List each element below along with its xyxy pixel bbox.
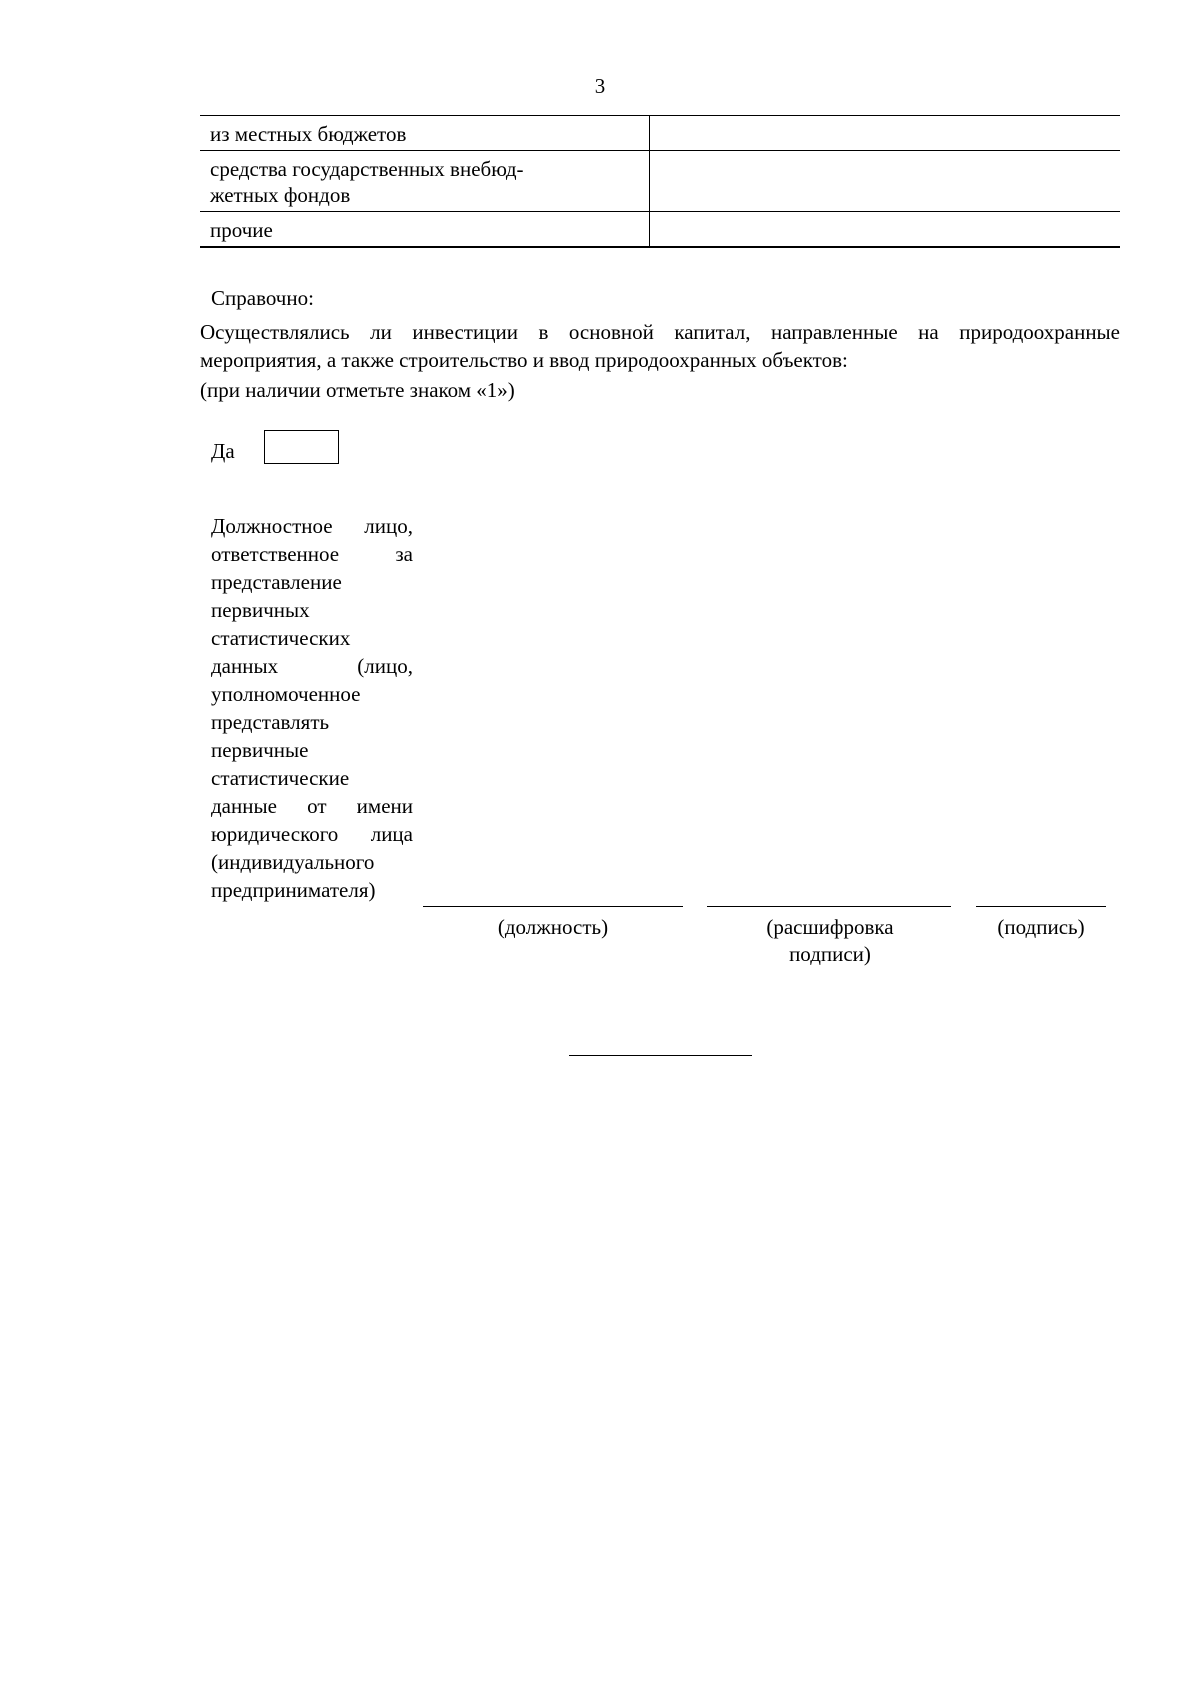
yes-checkbox[interactable] bbox=[264, 430, 339, 464]
table-row bbox=[200, 212, 1120, 248]
investment-question: Осуществлялись ли инвестиции в основной капитал, направленные на природоохранные мероприятия, а также строительство и ввод природоохранных объектов: bbox=[200, 320, 1120, 372]
row-value-extrabudgetary-funds[interactable] bbox=[650, 151, 1121, 212]
page-number: 3 bbox=[594, 74, 606, 98]
name-caption: (расшифровка подписи) bbox=[766, 915, 894, 966]
responsible-official-text: Должностное лицо, ответственное за представление первичных статистических данных (лицо, уполномоченное представлять первичные статистические данные от имени юридического лица (индивидуального предпринимателя) bbox=[211, 514, 413, 902]
funding-sources-table bbox=[200, 115, 1120, 248]
end-of-document-line bbox=[569, 1055, 752, 1056]
row-label-other: прочие bbox=[200, 212, 650, 248]
position-field-line[interactable] bbox=[423, 906, 683, 907]
yes-label: Да bbox=[211, 439, 235, 463]
row-label-extrabudgetary-funds: средства государственных внебюд- жетных фондов bbox=[200, 151, 650, 212]
name-field-line[interactable] bbox=[707, 906, 951, 907]
row-value-other[interactable] bbox=[650, 212, 1121, 248]
question-hint: (при наличии отметьте знаком «1») bbox=[200, 378, 515, 402]
position-caption: (должность) bbox=[497, 915, 609, 939]
responsible-official-label bbox=[211, 512, 413, 904]
signature-caption: (подпись) bbox=[997, 915, 1085, 939]
row-value-local-budgets[interactable] bbox=[650, 116, 1121, 151]
table-row bbox=[200, 151, 1120, 212]
table-row bbox=[200, 116, 1120, 151]
signature-field-line[interactable] bbox=[976, 906, 1106, 907]
reference-title: Справочно: bbox=[211, 286, 314, 310]
row-label-local-budgets: из местных бюджетов bbox=[200, 116, 650, 151]
